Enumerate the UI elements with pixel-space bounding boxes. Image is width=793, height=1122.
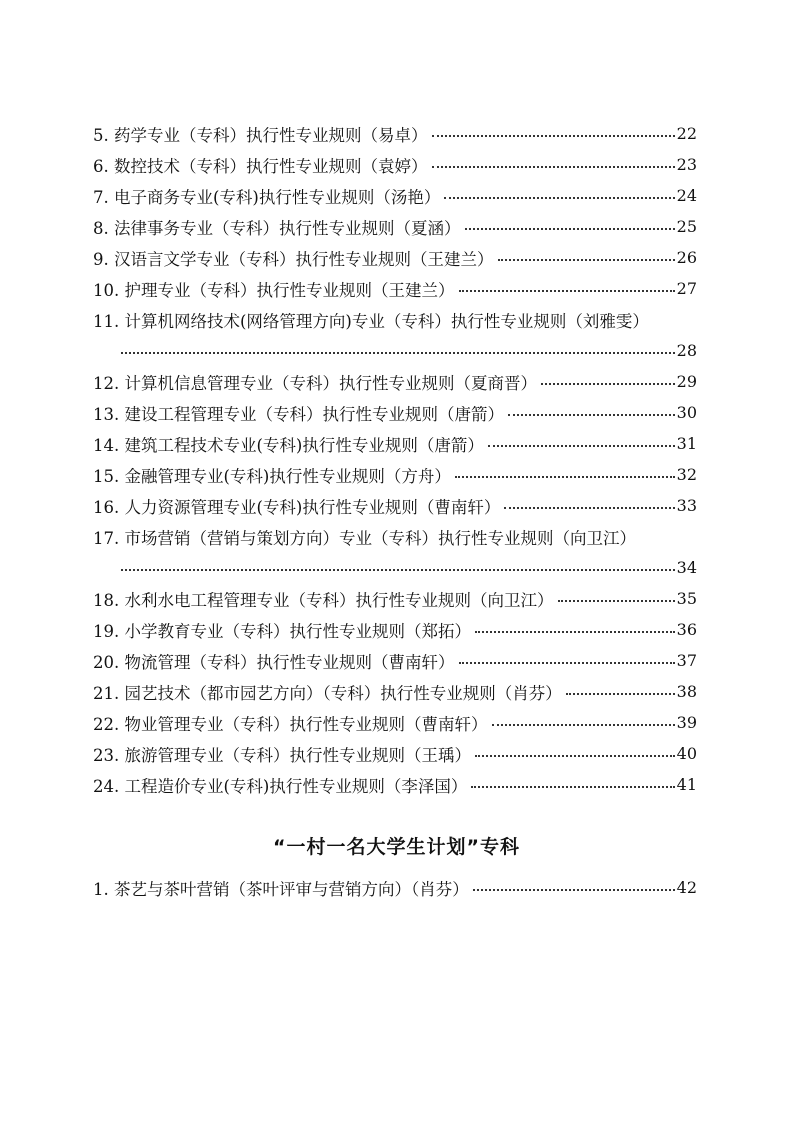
toc-entry-page: 30 <box>676 403 697 422</box>
toc-entry-title: 15. 金融管理专业(专科)执行性专业规则（方舟） <box>93 466 451 486</box>
toc-entry-page: 32 <box>676 465 697 484</box>
toc-entry-page: 29 <box>676 372 697 391</box>
toc-entry-title: 6. 数控技术（专科）执行性专业规则（袁婷） <box>93 156 428 176</box>
dot-leader <box>459 661 675 664</box>
toc-entry[interactable] <box>93 676 697 707</box>
toc-entry-page: 28 <box>676 341 697 360</box>
toc-entry[interactable] <box>93 211 697 242</box>
section-heading: “一村一名大学生计划”专科 <box>273 836 520 858</box>
dot-leader <box>492 723 675 726</box>
toc-entry[interactable] <box>93 242 697 273</box>
toc-entry-page: 39 <box>676 713 697 732</box>
toc-entry-page: 25 <box>676 217 697 236</box>
toc-entry-title: 10. 护理专业（专科）执行性专业规则（王建兰） <box>93 280 455 300</box>
toc-entry[interactable] <box>93 459 697 490</box>
toc-entry-title: 14. 建筑工程技术专业(专科)执行性专业规则（唐箭） <box>93 435 484 455</box>
toc-entry-page: 27 <box>676 279 697 298</box>
toc-entry-title: 8. 法律事务专业（专科）执行性专业规则（夏涵） <box>93 218 461 238</box>
toc-entry-page: 33 <box>676 496 697 515</box>
toc-entry-page: 38 <box>676 682 697 701</box>
toc-entry-page: 35 <box>676 589 697 608</box>
toc-entry[interactable] <box>93 872 697 903</box>
toc-entry-page: 40 <box>676 744 697 763</box>
toc-entry-title: 16. 人力资源管理专业(专科)执行性专业规则（曹南轩） <box>93 497 501 517</box>
dot-leader <box>432 134 675 137</box>
toc-entry[interactable] <box>93 273 697 304</box>
toc-entry-continuation[interactable] <box>93 552 697 583</box>
dot-leader <box>475 630 675 633</box>
dot-leader <box>455 475 675 478</box>
toc-entry-title: 11. 计算机网络技术(网络管理方向)专业（专科）执行性专业规则（刘雅雯） <box>93 311 649 331</box>
toc-entry[interactable] <box>93 645 697 676</box>
dot-leader <box>541 382 675 385</box>
toc-entry[interactable] <box>93 428 697 459</box>
dot-leader <box>459 289 675 292</box>
dot-leader <box>498 258 675 261</box>
dot-leader <box>444 196 674 199</box>
dot-leader <box>558 599 675 602</box>
toc-entry-page: 31 <box>676 434 697 453</box>
toc-entry-page: 41 <box>676 775 697 794</box>
dot-leader <box>121 568 675 571</box>
dot-leader <box>508 413 675 416</box>
toc-entry[interactable] <box>93 707 697 738</box>
toc-entry[interactable] <box>93 583 697 614</box>
toc-entry-title: 7. 电子商务专业(专科)执行性专业规则（汤艳） <box>93 187 441 207</box>
dot-leader <box>471 785 674 788</box>
toc-entry-page: 23 <box>676 155 697 174</box>
toc-entry-page: 36 <box>676 620 697 639</box>
toc-entry-title: 21. 园艺技术（都市园艺方向）（专科）执行性专业规则（肖芬） <box>93 683 562 703</box>
dot-leader <box>432 165 675 168</box>
toc-entry[interactable] <box>93 366 697 397</box>
toc-entry-page: 37 <box>676 651 697 670</box>
toc-entry[interactable] <box>93 738 697 769</box>
toc-entry-continuation[interactable] <box>93 335 697 366</box>
table-of-contents-section-2 <box>93 872 697 903</box>
dot-leader <box>504 506 674 509</box>
dot-leader <box>488 444 675 447</box>
dot-leader <box>473 888 675 891</box>
toc-entry-title: 9. 汉语言文学专业（专科）执行性专业规则（王建兰） <box>93 249 494 269</box>
toc-entry-page: 42 <box>676 878 697 897</box>
toc-entry-title: 18. 水利水电工程管理专业（专科）执行性专业规则（向卫江） <box>93 590 554 610</box>
toc-entry[interactable] <box>93 149 697 180</box>
toc-entry-page: 24 <box>676 186 697 205</box>
toc-entry[interactable] <box>93 304 697 335</box>
table-of-contents <box>93 118 697 800</box>
toc-entry-title: 1. 茶艺与茶叶营销（茶叶评审与营销方向）（肖芬） <box>93 879 469 899</box>
toc-entry-title: 13. 建设工程管理专业（专科）执行性专业规则（唐箭） <box>93 404 504 424</box>
toc-entry-title: 19. 小学教育专业（专科）执行性专业规则（郑拓） <box>93 621 471 641</box>
toc-entry[interactable] <box>93 180 697 211</box>
toc-entry-title: 20. 物流管理（专科）执行性专业规则（曹南轩） <box>93 652 455 672</box>
toc-entry-title: 5. 药学专业（专科）执行性专业规则（易卓） <box>93 125 428 145</box>
toc-entry-title: 24. 工程造价专业(专科)执行性专业规则（李泽国） <box>93 776 468 796</box>
toc-entry-title: 22. 物业管理专业（专科）执行性专业规则（曹南轩） <box>93 714 488 734</box>
toc-entry[interactable] <box>93 118 697 149</box>
toc-entry-title: 12. 计算机信息管理专业（专科）执行性专业规则（夏商晋） <box>93 373 537 393</box>
toc-entry[interactable] <box>93 614 697 645</box>
toc-entry[interactable] <box>93 490 697 521</box>
toc-entry-page: 26 <box>676 248 697 267</box>
dot-leader <box>566 692 675 695</box>
toc-entry-page: 34 <box>676 558 697 577</box>
toc-entry[interactable] <box>93 521 697 552</box>
dot-leader <box>475 754 675 757</box>
dot-leader <box>465 227 675 230</box>
toc-entry[interactable] <box>93 769 697 800</box>
toc-entry-page: 22 <box>676 124 697 143</box>
toc-entry-title: 17. 市场营销（营销与策划方向）专业（专科）执行性专业规则（向卫江） <box>93 528 636 548</box>
toc-entry[interactable] <box>93 397 697 428</box>
dot-leader <box>121 351 675 354</box>
toc-entry-title: 23. 旅游管理专业（专科）执行性专业规则（王瑀） <box>93 745 471 765</box>
